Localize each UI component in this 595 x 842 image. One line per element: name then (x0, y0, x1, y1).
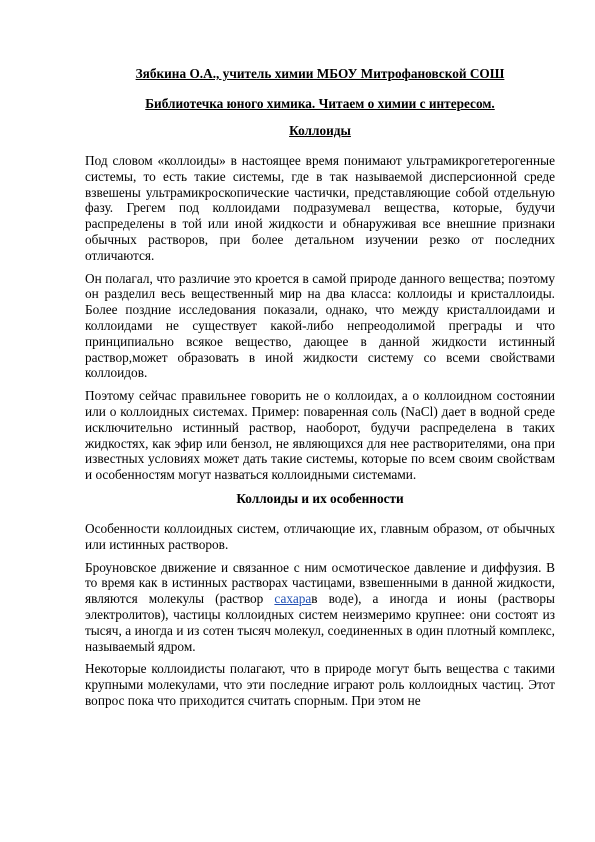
paragraph-1: Под словом «коллоиды» в настоящее время понимают ультрамикрогетерогенные системы, то есть такие системы, где в так называемой дисперсионной среде взвешены ультрамикроскопические частички, представляющие собой отдельную фазу. Грегем под коллоидами подразумевал вещества, которые, будучи распределены в той или иной жидкости и обнаруживая все внешние признаки обычных растворов, при более детальном изучении резко от последних отличаются. (85, 153, 555, 263)
section-paragraph-2 (85, 560, 555, 655)
page-title: Коллоиды (289, 123, 351, 138)
sugar-link[interactable]: сахара (274, 591, 312, 607)
paragraph-text-before-link: Броуновское движение и связанное с ним осмотическое давление и диффузия. В то время как в истинных растворах частицами, взвешенными в данной жидкости, являются молекулы (раствор (85, 559, 555, 607)
author-line: Зябкина О.А., учитель химии МБОУ Митрофановской СОШ (135, 66, 505, 81)
section-paragraph-3: Некоторые коллоидисты полагают, что в природе могут быть вещества с такими крупными молекулами, что эти последние играют роль коллоидных частиц. Этот вопрос пока что приходится считать спорным. При этом не (85, 661, 555, 708)
paragraph-3: Поэтому сейчас правильнее говорить не о коллоидах, а о коллоидном состоянии или о коллоидных системах. Пример: поваренная соль (NaCl) дает в водной среде исключительно истинный раствор, наоборот, будучи распределена в таких жидкостях, как эфир или бензол, не являющихся для нее растворителями, она при известных условиях может дать такие системы, которые по всем своим свойствам и особенностям могут назваться коллоидными системами. (85, 388, 555, 483)
paragraph-text-after-link: в воде), а иногда и ионы (растворы электролитов), частицы коллоидных систем неизмеримо крупнее: они состоят из тысяч, а иногда и из сотен тысяч молекул, соединенных в один плотный комплекс, называемый ядром. (85, 591, 555, 654)
paragraph-2: Он полагал, что различие это кроется в самой природе данного вещества; поэтому он разделил весь вещественный мир на два класса: коллоиды и кристаллоиды. Более поздние исследования показали, однако, что между кристаллоидами и коллоидами не существует какой-либо непреодолимой преграды и что принципиально всякое вещество, дающее в данной жидкости истинный раствор,может образовать в иной жидкости систему со всеми свойствами коллоидов. (85, 270, 555, 381)
series-title: Библиотечка юного химика. Читаем о химии с интересом. (145, 96, 495, 111)
section-heading: Коллоиды и их особенности (236, 490, 404, 506)
section-paragraph-1: Особенности коллоидных систем, отличающие их, главным образом, от обычных или истинных растворов. (85, 520, 555, 552)
